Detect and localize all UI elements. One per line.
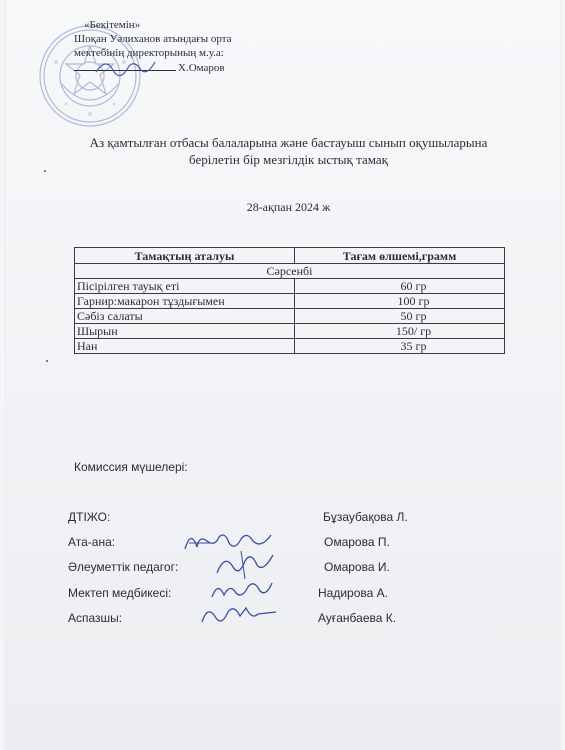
nurse-signature: [206, 575, 276, 603]
director-signature: [91, 52, 161, 82]
table-row: [75, 339, 505, 354]
table-row: [75, 309, 505, 324]
member-role: Мектеп медбикесі:: [68, 586, 172, 600]
amount-cell: 50 гр: [295, 309, 505, 324]
approval-school: Шоқан Уәлиханов атындағы орта: [74, 33, 232, 45]
member-name: Ауғанбаева К.: [318, 611, 397, 625]
cook-signature: [196, 600, 281, 628]
member-role: Ата-ана:: [68, 535, 116, 549]
member-name: Надирова А.: [318, 586, 388, 600]
title-line-2: берілетін бір мезгілдік ыстық тамақ: [189, 152, 388, 167]
header-amount: Тағам өлшемі,грамм: [295, 248, 505, 264]
commission-title: Комиссия мүшелері:: [74, 460, 188, 474]
page-speck: [44, 170, 46, 172]
approval-position: мектебінің директорының м.у.а:: [74, 47, 224, 59]
table-day-row: [75, 264, 505, 279]
member-role: ДТІЖО:: [68, 510, 111, 524]
amount-cell: 60 гр: [295, 279, 505, 294]
dish-cell: Шырын: [75, 324, 295, 339]
title-line-1: Аз қамтылған отбасы балаларына және бастауыш сынып оқушыларына: [89, 135, 488, 150]
approval-signer: Х.Омаров: [178, 62, 225, 74]
member-name: Омарова И.: [324, 560, 390, 574]
member-role: Әлеуметтік педагог:: [68, 560, 179, 574]
table-header-row: [75, 248, 505, 264]
member-role: Аспазшы:: [68, 611, 123, 625]
dish-cell: Сәбіз салаты: [75, 309, 295, 324]
dish-cell: Гарнир:макарон тұздығымен: [75, 294, 295, 309]
amount-cell: 150/ гр: [295, 324, 505, 339]
approval-heading: «Бекітемін»: [84, 19, 141, 31]
dish-cell: Пісірілген тауық еті: [75, 279, 295, 294]
header-dish: Тамақтың аталуы: [75, 248, 295, 264]
member-name: Омарова П.: [324, 535, 390, 549]
amount-cell: 100 гр: [295, 294, 505, 309]
document-date: 28-ақпан 2024 ж: [246, 200, 331, 214]
document-page: [6, 0, 560, 750]
document-title: [46, 134, 531, 168]
menu-table: [74, 247, 505, 354]
member-name: Бұзаубақова Л.: [323, 510, 408, 524]
table-row: [75, 294, 505, 309]
table-row: [75, 324, 505, 339]
dish-cell: Нан: [75, 339, 295, 354]
amount-cell: 35 гр: [295, 339, 505, 354]
page-speck: [46, 360, 48, 362]
table-row: [75, 279, 505, 294]
day-cell: Сәрсенбі: [75, 264, 505, 279]
